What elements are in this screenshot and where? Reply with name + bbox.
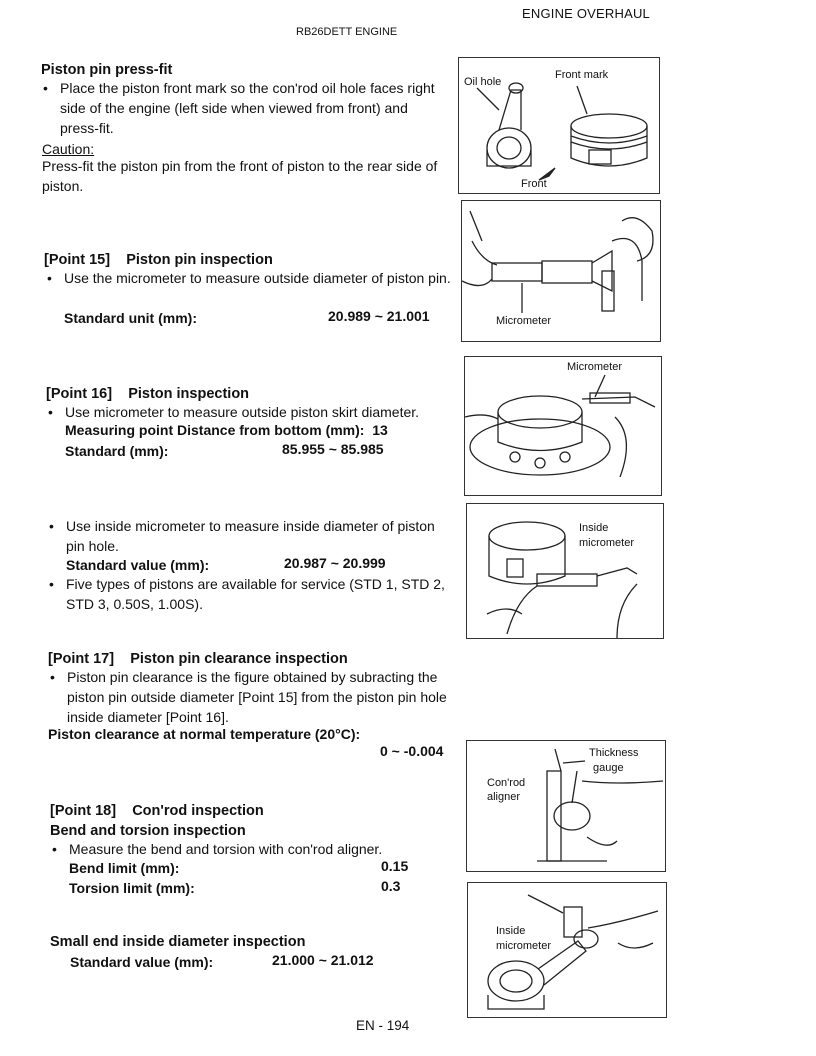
front-label: Front xyxy=(521,178,547,190)
point-15-number: [Point 15] xyxy=(44,252,111,268)
bullet-marker: • xyxy=(48,404,53,420)
point-15-bullet-text: Use the micrometer to measure outside diameter of piston pin. xyxy=(64,270,451,286)
piston-pin-press-fit-title: Piston pin press-fit xyxy=(41,62,173,78)
point-15-heading xyxy=(44,252,273,268)
point-18-bullet xyxy=(52,839,459,859)
point-16-std-label: Standard (mm): xyxy=(65,443,169,459)
point-16-measuring-point xyxy=(65,422,388,438)
page-number: EN - 194 xyxy=(356,1018,410,1033)
point-16-bullet-text: Use micrometer to measure outside piston skirt diameter. xyxy=(65,404,420,420)
aligner-label: aligner xyxy=(487,791,521,803)
bullet-marker: • xyxy=(52,841,57,857)
oil-hole-label: Oil hole xyxy=(464,76,502,88)
point-15-spec-label: Standard unit (mm): xyxy=(64,310,197,326)
micrometer-label: Micrometer xyxy=(496,315,552,327)
bullet-marker: • xyxy=(49,518,54,534)
point-16-bullet xyxy=(48,402,461,422)
point-17-spec-value: 0 ~ -0.004 xyxy=(380,743,444,759)
point-15-bullet xyxy=(47,268,456,288)
piston-skirt-micrometer-figure xyxy=(464,356,662,496)
press-fit-bullet xyxy=(43,78,450,138)
measuring-point-value: 13 xyxy=(372,422,388,438)
conrod-aligner-figure xyxy=(466,740,666,872)
point-17-number: [Point 17] xyxy=(48,651,115,667)
point-18-title: Con'rod inspection xyxy=(132,803,264,819)
pin-hole-spec-label: Standard value (mm): xyxy=(66,557,210,573)
point-17-heading xyxy=(48,651,348,667)
point-18-number: [Point 18] xyxy=(50,803,117,819)
point-15-spec-value: 20.989 ~ 21.001 xyxy=(328,308,430,324)
piston-front-mark-figure xyxy=(458,57,660,194)
thickness-label: Thickness xyxy=(589,747,639,759)
point-16-heading xyxy=(46,386,249,402)
point-16-std-value: 85.955 ~ 85.985 xyxy=(282,441,384,457)
piston-types-bullet-text: Five types of pistons are available for service (STD 1, STD 2, STD 3, 0.50S, 1.00S). xyxy=(66,576,445,612)
bend-limit-value: 0.15 xyxy=(381,858,409,874)
torsion-limit-value: 0.3 xyxy=(381,878,401,894)
press-fit-bullet-text: Place the piston front mark so the con'rod oil hole faces right side of the engine (left side when viewed from front) and press-fit. xyxy=(60,80,435,136)
inside-label-2: Inside xyxy=(496,925,526,937)
point-17-bullet-text: Piston pin clearance is the figure obtained by subracting the piston pin outside diameter [Point 15] from the piston pin hole inside diameter [Point 16]. xyxy=(67,669,447,725)
inside-micrometer-label: micrometer xyxy=(579,537,635,549)
bullet-marker: • xyxy=(43,80,48,96)
micrometer-label-2: Micrometer xyxy=(567,361,623,373)
measuring-point-label: Measuring point Distance from bottom (mm): xyxy=(65,422,365,438)
caution-label: Caution: xyxy=(42,141,95,157)
pin-hole-spec-value: 20.987 ~ 20.999 xyxy=(284,555,386,571)
pin-hole-bullet-text: Use inside micrometer to measure inside diameter of piston pin hole. xyxy=(66,518,435,554)
piston-skirt-drawing xyxy=(465,357,661,495)
inside-micrometer-piston-figure xyxy=(466,503,664,639)
point-17-spec-label: Piston clearance at normal temperature (20°C): xyxy=(48,726,361,742)
thickness-gauge-label: gauge xyxy=(593,762,624,774)
micrometer-pin-figure xyxy=(461,200,661,342)
conrod-inside-micrometer-figure xyxy=(467,882,667,1018)
point-15-title: Piston pin inspection xyxy=(126,252,273,268)
conrod-label: Con'rod xyxy=(487,777,526,789)
bend-limit-label: Bend limit (mm): xyxy=(69,860,180,876)
small-end-spec-label: Standard value (mm): xyxy=(70,954,214,970)
point-16-number: [Point 16] xyxy=(46,386,113,402)
bullet-marker: • xyxy=(50,669,55,685)
front-mark-label: Front mark xyxy=(555,69,609,81)
point-16-title: Piston inspection xyxy=(128,386,250,402)
engine-header: RB26DETT ENGINE xyxy=(296,26,398,38)
conrod-aligner-drawing xyxy=(467,741,665,871)
point-18-heading xyxy=(50,803,264,819)
point-17-bullet xyxy=(50,667,457,727)
inside-label: Inside xyxy=(579,522,609,534)
micrometer-pin-drawing xyxy=(462,201,660,341)
pin-hole-bullet xyxy=(49,516,446,556)
piston-types-bullet xyxy=(49,574,458,614)
bullet-marker: • xyxy=(47,270,52,286)
bend-torsion-subtitle: Bend and torsion inspection xyxy=(50,823,246,839)
point-18-bullet-text: Measure the bend and torsion with con'rod aligner. xyxy=(69,841,383,857)
inside-micrometer-label-2: micrometer xyxy=(496,940,552,952)
torsion-limit-label: Torsion limit (mm): xyxy=(69,880,195,896)
small-end-spec-value: 21.000 ~ 21.012 xyxy=(272,952,374,968)
small-end-title: Small end inside diameter inspection xyxy=(50,934,306,950)
inside-micrometer-piston-drawing xyxy=(467,504,663,638)
bullet-marker: • xyxy=(49,576,54,592)
caution-text: Press-fit the piston pin from the front of piston to the rear side of piston. xyxy=(42,158,438,194)
section-header: ENGINE OVERHAUL xyxy=(522,6,650,21)
point-17-title: Piston pin clearance inspection xyxy=(130,651,348,667)
